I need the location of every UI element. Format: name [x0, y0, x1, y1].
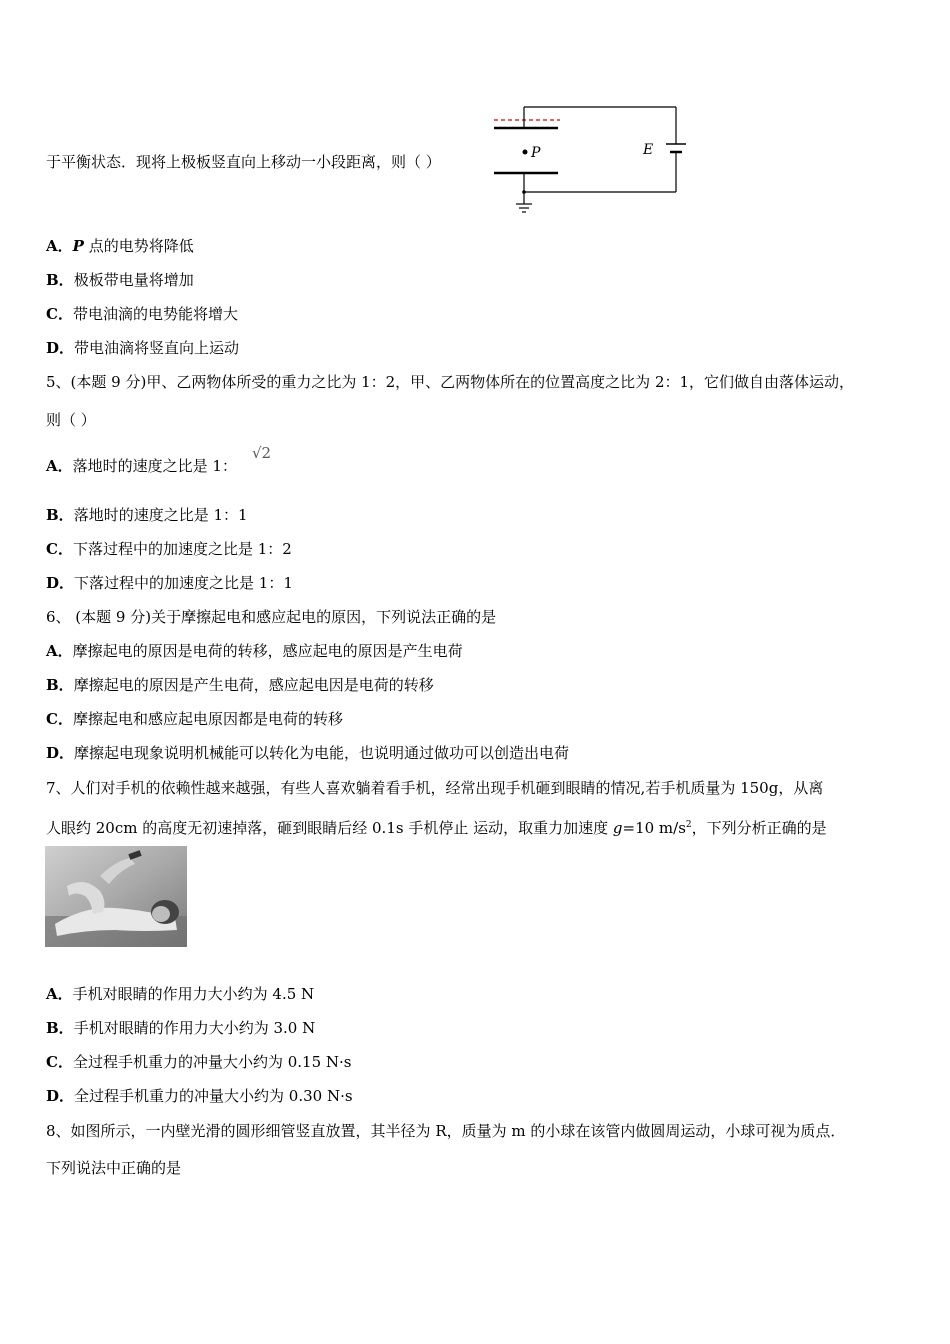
q5-stem-line1: 5、(本题 9 分)甲、乙两物体所受的重力之比为 1：2，甲、乙两物体所在的位置高度之比为 2：1，它们做自由落体运动，: [46, 373, 855, 391]
q8-stem-line1: 8、如图所示，一内壁光滑的圆形细管竖直放置，其半径为 R，质量为 m 的小球在该管内做圆周运动，小球可视为质点．: [46, 1122, 846, 1140]
q6-stem: 6、 (本题 9 分)关于摩擦起电和感应起电的原因，下列说法正确的是: [46, 608, 497, 626]
q5-option-d: D．下落过程中的加速度之比是 1：1: [46, 574, 293, 592]
q7-stem-line1: 7、人们对手机的依赖性越来越强，有些人喜欢躺着看手机，经常出现手机砸到眼睛的情况,若手机质量为 150g，从离: [46, 779, 824, 797]
label-e: E: [643, 142, 654, 158]
q7-option-c: C．全过程手机重力的冲量大小约为 0.15 N·s: [46, 1053, 352, 1071]
point-p-dot: [523, 150, 528, 155]
q4-option-a: A．P 点的电势将降低: [46, 237, 194, 255]
q5-option-b: B．落地时的速度之比是 1：1: [46, 506, 248, 524]
q4-stem-tail: 于平衡状态．现将上极板竖直向上移动一小段距离，则（ ）: [46, 153, 441, 171]
q7-stem-line2: 人眼约 20cm 的高度无初速掉落，砸到眼睛后经 0.1s 手机停止 运动，取重力加速度 g=10 $m/s^2$，下列分析正确的是: [46, 819, 827, 837]
q7-option-a: A．手机对眼睛的作用力大小约为 4.5 N: [46, 985, 315, 1003]
q6-option-c: C．摩擦起电和感应起电原因都是电荷的转移: [46, 710, 343, 728]
q4-option-b: B．极板带电量将增加: [46, 271, 194, 289]
q8-stem-line2: 下列说法中正确的是: [46, 1159, 182, 1177]
q4-option-c: C．带电油滴的电势能将增大: [46, 305, 238, 323]
q5-option-a: A．落地时的速度之比是 1：: [46, 457, 237, 475]
q5-option-c: C．下落过程中的加速度之比是 1：2: [46, 540, 292, 558]
q7-option-b: B．手机对眼睛的作用力大小约为 3.0 N: [46, 1019, 316, 1037]
sqrt-2-formula: √2: [252, 444, 272, 462]
q4-option-d: D．带电油滴将竖直向上运动: [46, 339, 240, 357]
capacitor-circuit-figure: [486, 100, 686, 222]
q6-option-b: B．摩擦起电的原因是产生电荷，感应起电因是电荷的转移: [46, 676, 434, 694]
q5-stem-line2: 则（ ）: [46, 411, 96, 429]
q6-option-a: A．摩擦起电的原因是电荷的转移，感应起电的原因是产生电荷: [46, 642, 463, 660]
q7-option-d: D．全过程手机重力的冲量大小约为 0.30 N·s: [46, 1087, 353, 1105]
q6-option-d: D．摩擦起电现象说明机械能可以转化为电能，也说明通过做功可以创造出电荷: [46, 744, 570, 762]
label-p: P: [531, 145, 541, 161]
person-lying-phone-photo: [45, 846, 187, 947]
